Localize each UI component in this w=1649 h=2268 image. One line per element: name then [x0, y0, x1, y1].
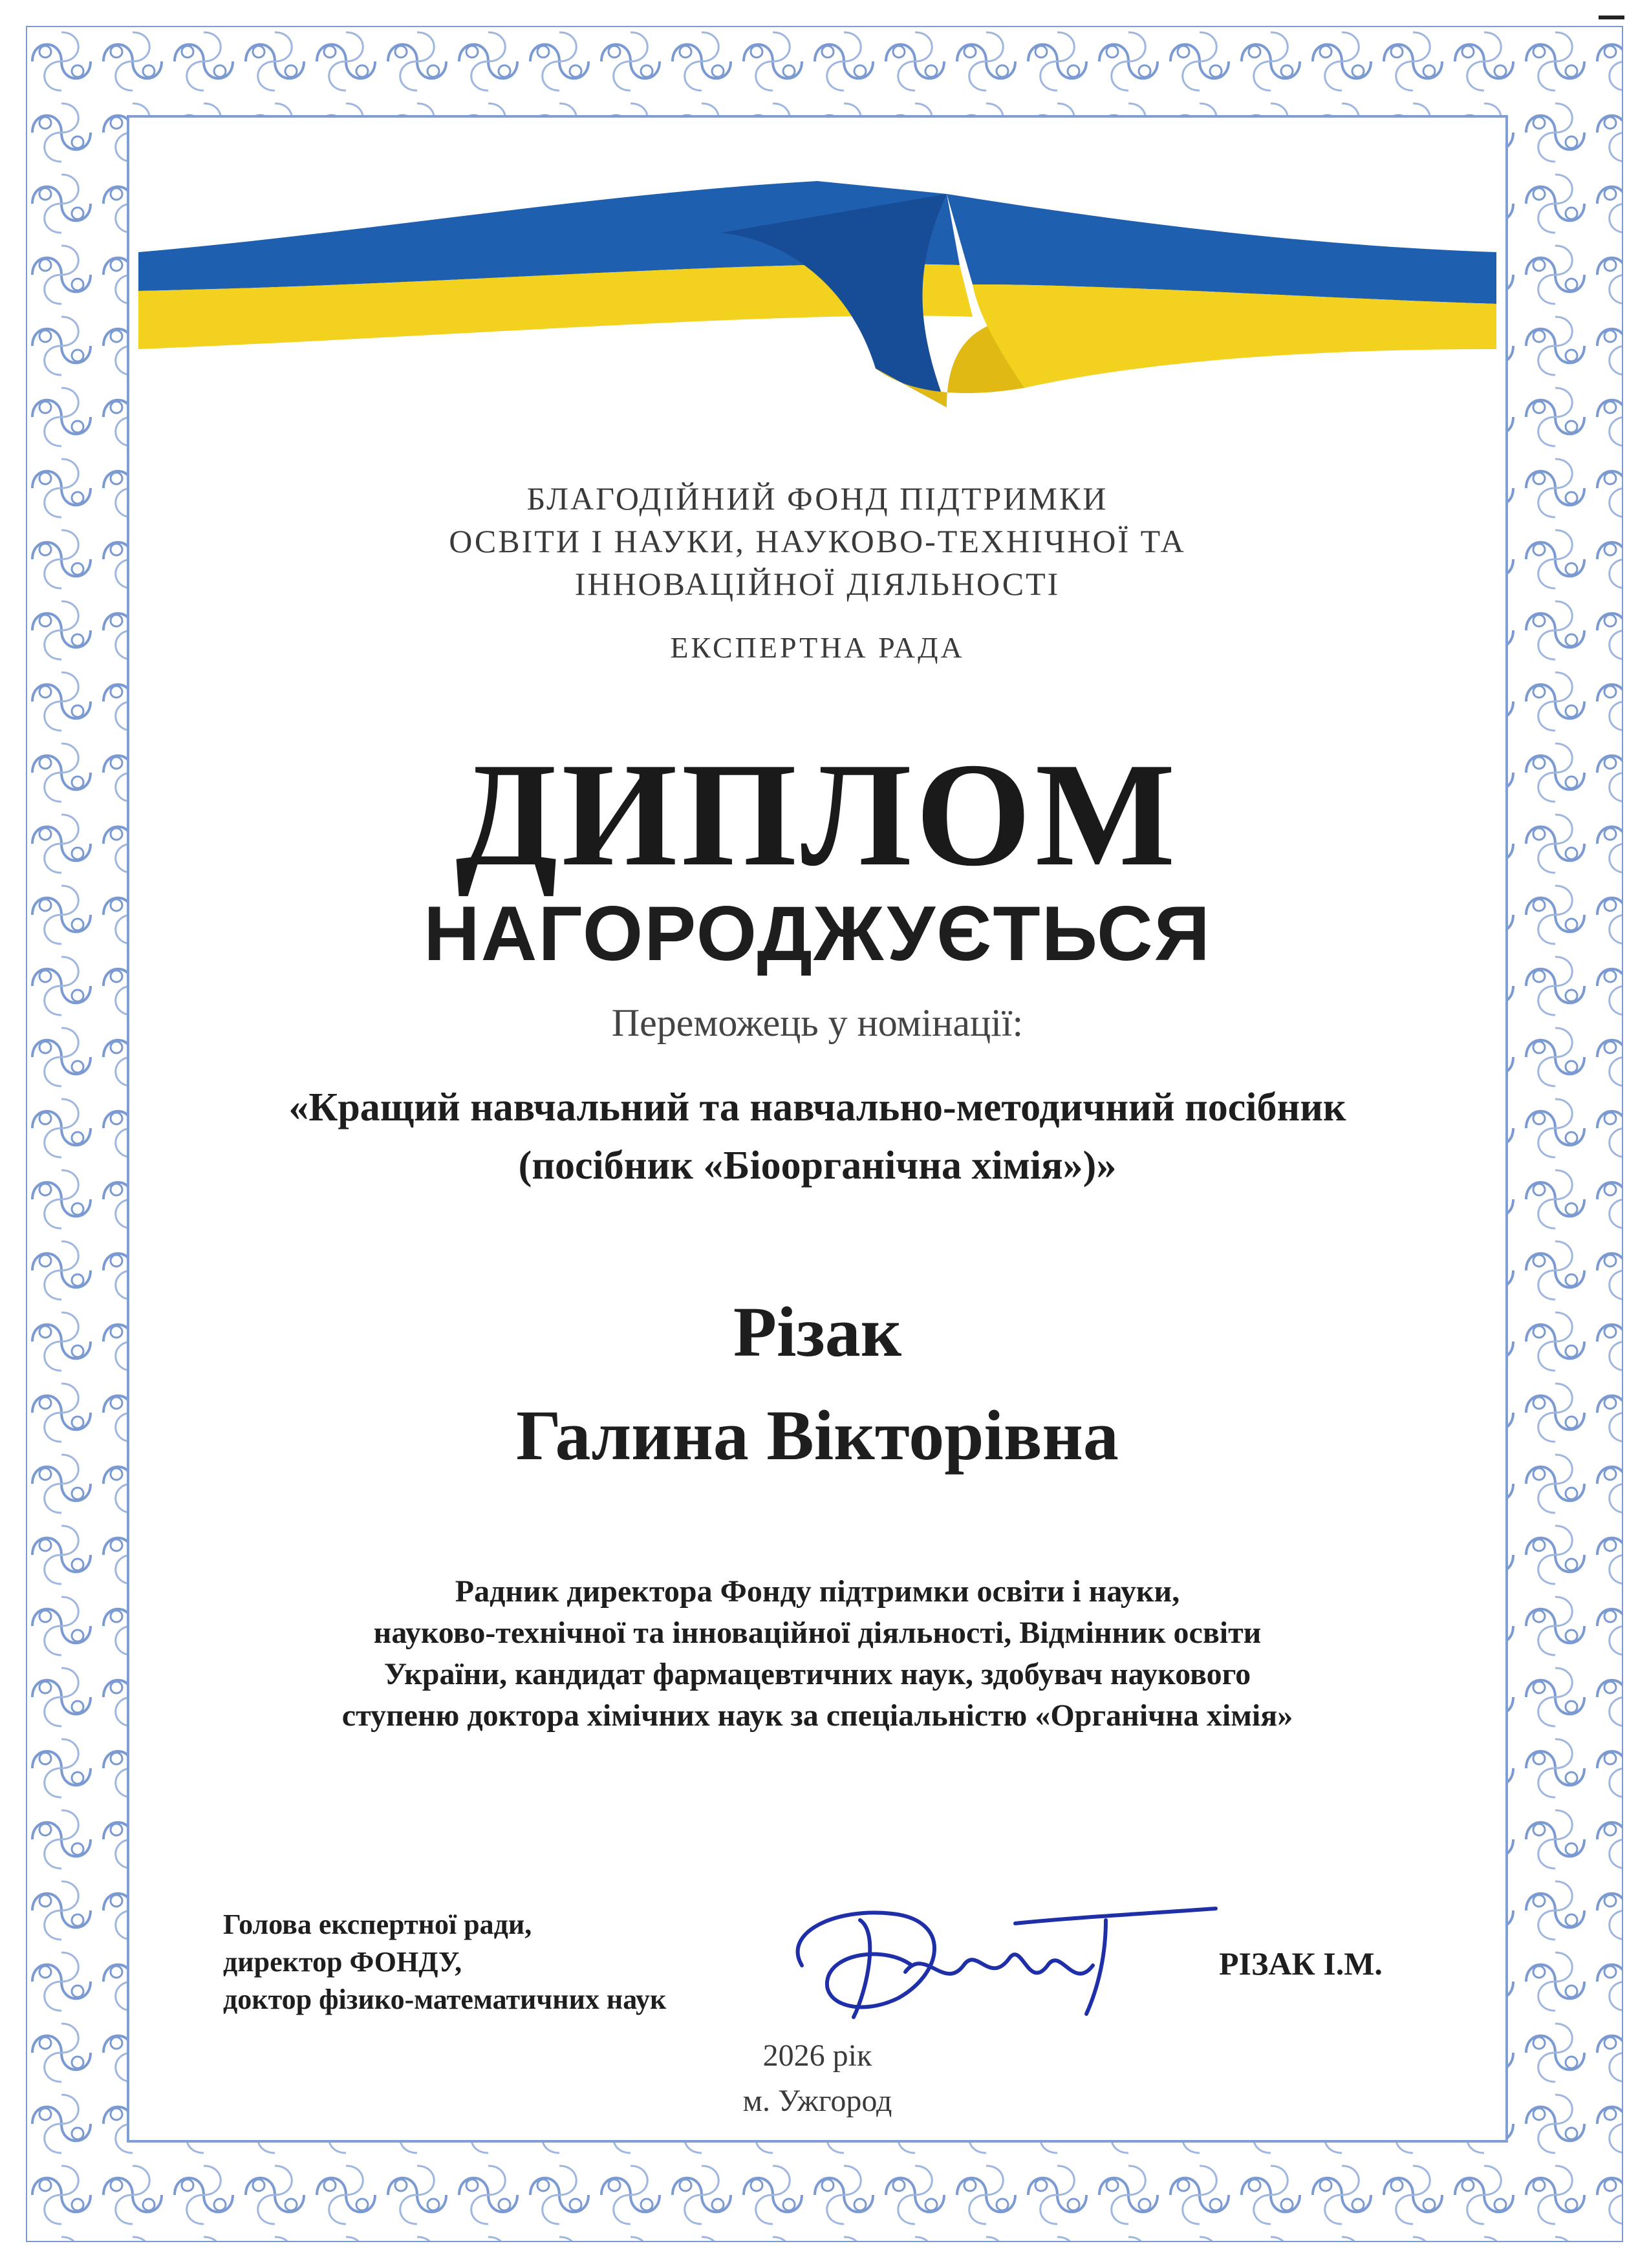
description-line-1: Радник директора Фонду підтримки освіти і науки,	[455, 1574, 1180, 1609]
handwritten-signature	[782, 1894, 1222, 2024]
signatory-title	[223, 1906, 666, 2018]
description-line-3: України, кандидат фармацевтичних наук, здобувач наукового	[383, 1657, 1251, 1691]
recipient-description	[127, 1571, 1508, 1737]
nomination-line-2: (посібник «Біоорганічна хімія»)»	[518, 1144, 1117, 1188]
nomination	[127, 1078, 1508, 1195]
description-line-4: ступеню доктора хімічних наук за спеціальністю «Органічна хімія»	[341, 1698, 1293, 1733]
nomination-line-1: «Кращий навчальний та навчально-методичний посібник	[288, 1086, 1346, 1129]
org-line-2: ОСВІТИ І НАУКИ, НАУКОВО-ТЕХНІЧНОЇ ТА	[449, 523, 1186, 559]
awarded-heading: НАГОРОДЖУЄТЬСЯ	[424, 890, 1211, 977]
signatory-name: РІЗАК І.М.	[1219, 1945, 1383, 1982]
org-line-3: ІННОВАЦІЙНОЇ ДІЯЛЬНОСТІ	[574, 566, 1061, 602]
expert-council: ЕКСПЕРТНА РАДА	[670, 631, 965, 664]
winner-label: Переможець у номінації:	[611, 1001, 1024, 1044]
city: м. Ужгород	[742, 2084, 892, 2118]
signatory-line-3: доктор фізико-математичних наук	[223, 1984, 667, 2015]
ukraine-ribbon-flag	[138, 155, 1496, 414]
organization-name	[127, 477, 1508, 605]
org-line-1: БЛАГОДІЙНИЙ ФОНД ПІДТРИМКИ	[526, 480, 1108, 517]
year: 2026 рік	[762, 2038, 872, 2073]
diploma-title: ДИПЛОМ	[455, 732, 1180, 897]
signatory-line-2: директор ФОНДУ,	[223, 1946, 462, 1978]
description-line-2: науково-технічної та інноваційної діяльності, Відмінник освіти	[373, 1616, 1262, 1650]
signatory-line-1: Голова експертної ради,	[223, 1909, 532, 1940]
recipient-name: Галина Вікторівна	[516, 1396, 1119, 1475]
recipient-surname: Різак	[733, 1292, 902, 1371]
scan-mark	[1599, 16, 1624, 19]
